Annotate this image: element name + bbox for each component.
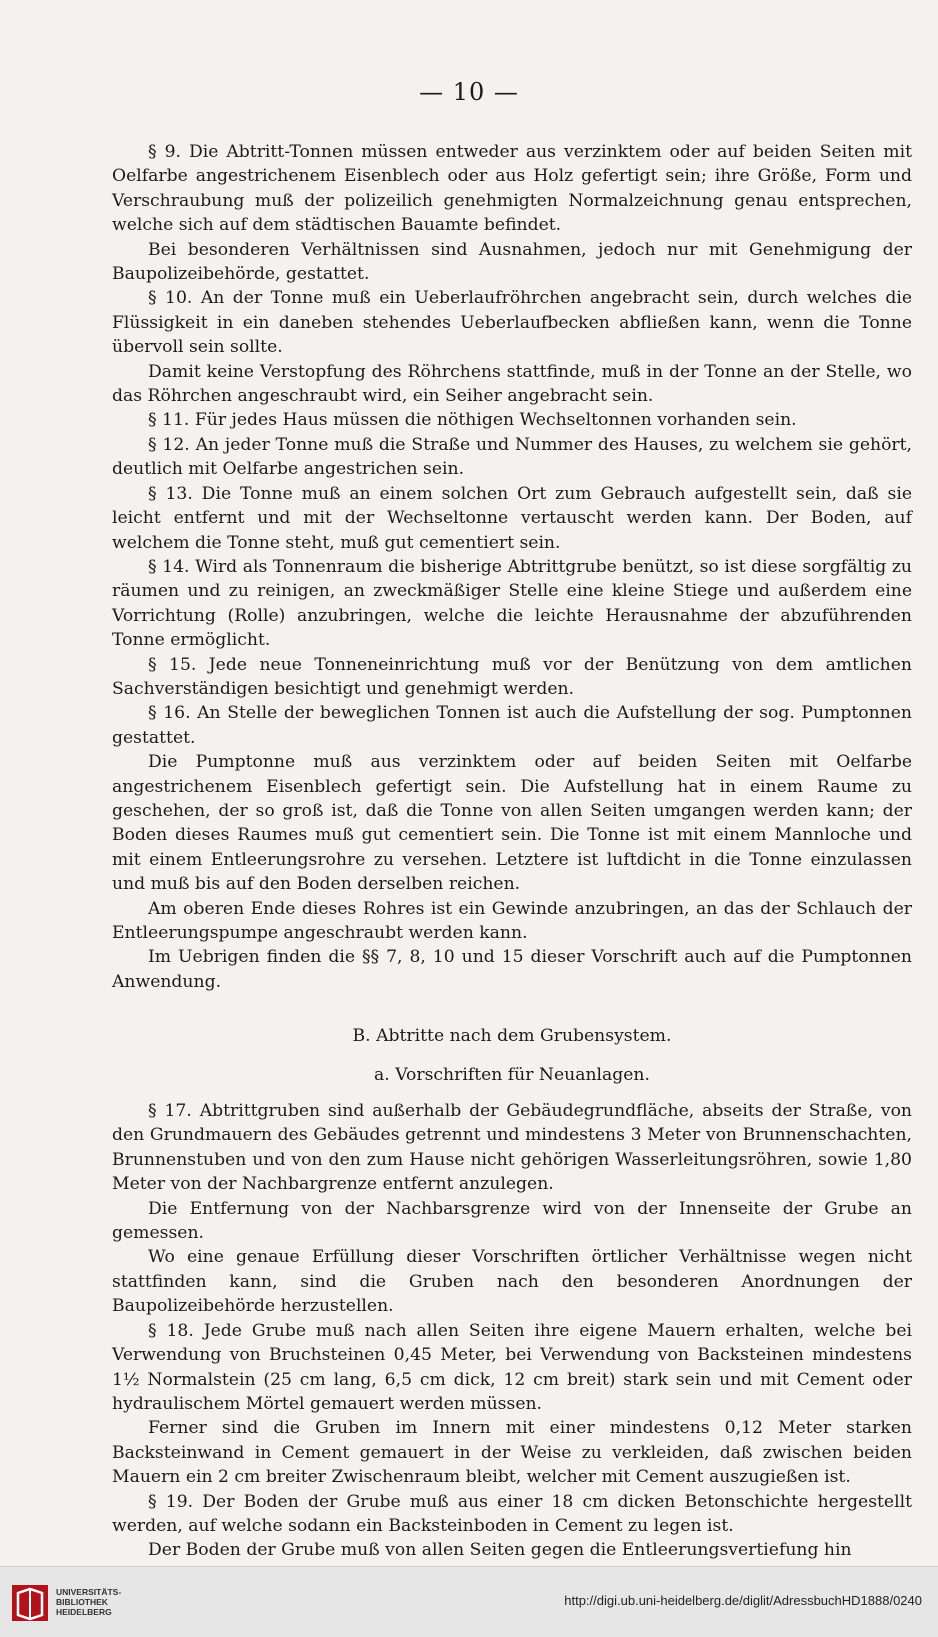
paragraph: Bei besonderen Verhältnissen sind Ausnahmen, jedoch nur mit Genehmigung der Baupolizeibehörde, gestattet. (112, 239, 912, 285)
logo-line: BIBLIOTHEK (56, 1597, 108, 1607)
library-logo-text (56, 1587, 121, 1617)
page-number: — 10 — (419, 78, 519, 106)
source-url[interactable]: http://digi.ub.uni-heidelberg.de/diglit/AdressbuchHD1888/0240 (564, 1593, 922, 1608)
paragraph: Die Pumptonne muß aus verzinktem oder auf beiden Seiten mit Oelfarbe angestrichenem Eisenblech gefertigt sein. Die Aufstellung hat in einem Raume zu geschehen, der so groß ist, daß die Tonne von allen Seiten umgangen werden kann; der Boden dieses Raumes muß gut cementiert sein. Die Tonne ist mit einem Mannloche und mit einem Entleerungsrohre zu versehen. Letztere ist luftdicht in die Tonne einzulassen und muß bis auf den Boden derselben reichen. (112, 752, 912, 895)
library-logo[interactable] (10, 1579, 120, 1627)
paragraph: § 17. Abtrittgruben sind außerhalb der Gebäudegrundfläche, abseits der Straße, von den Grundmauern des Gebäudes getrennt und mindestens 3 Meter von Brunnenschachten, Brunnenstuben und von den zum Hause nicht gehörigen Wasserleitungsröhren, sowie 1,80 Meter von der Nachbargrenze entfernt anzulegen. (112, 1101, 912, 1195)
paragraph: Damit keine Verstopfung des Röhrchens stattfinde, muß in der Tonne an der Stelle, wo das Röhrchen angeschraubt wird, ein Seiher angebracht sein. (112, 361, 912, 407)
paragraph: § 11. Für jedes Haus müssen die nöthigen Wechseltonnen vorhanden sein. (148, 410, 797, 431)
paragraph: § 18. Jede Grube muß nach allen Seiten ihre eigene Mauern erhalten, welche bei Verwendung von Bruchsteinen 0,45 Meter, bei Verwendung von Backsteinen mindestens 1½ Normalstein (25 cm lang, 6,5 cm dick, 12 cm breit) stark sein und mit Cement oder hydraulischem Mörtel gemauert werden müssen. (112, 1320, 912, 1414)
paragraph: Im Uebrigen finden die §§ 7, 8, 10 und 15 dieser Vorschrift auch auf die Pumptonnen Anwendung. (112, 947, 912, 992)
logo-line: HEIDELBERG (56, 1607, 112, 1617)
paragraph: § 14. Wird als Tonnenraum die bisherige Abtrittgrube benützt, so ist diese sorgfältig zu räumen und zu reinigen, an zweckmäßiger Stelle eine kleine Stiege und außerdem eine Vorrichtung (Rolle) anzubringen, welche die leichte Herausnahme der abzuführenden Tonne ermöglicht. (112, 556, 912, 651)
paragraph: Wo eine genaue Erfüllung dieser Vorschriften örtlicher Verhältnisse wegen nicht stattfinden kann, sind die Gruben nach den besonderen Anordnungen der Baupolizeibehörde herzustellen. (112, 1247, 912, 1317)
section-subheading: a. Vorschriften für Neuanlagen. (374, 1064, 650, 1085)
text-body (112, 140, 912, 1563)
paragraph: Am oberen Ende dieses Rohres ist ein Gewinde anzubringen, an das der Schlauch der Entleerungspumpe angeschraubt werden kann. (112, 898, 912, 943)
paragraph: Ferner sind die Gruben im Innern mit einer mindestens 0,12 Meter starken Backsteinwand in Cement gemauert in der Weise zu verkleiden, daß zwischen beiden Mauern ein 2 cm breiter Zwischenraum bleibt, welcher mit Cement auszugießen ist. (112, 1418, 912, 1488)
viewer-footer (0, 1566, 938, 1637)
library-logo-icon (10, 1581, 50, 1625)
paragraph: § 15. Jede neue Tonneneinrichtung muß vor der Benützung von dem amtlichen Sachverständigen besichtigt und genehmigt werden. (112, 654, 912, 699)
paragraph: § 13. Die Tonne muß an einem solchen Ort zum Gebrauch aufgestellt sein, daß sie leicht entfernt und mit der Wechseltonne vertauscht werden kann. Der Boden, auf welchem die Tonne steht, muß gut cementiert sein. (112, 483, 912, 553)
section-heading: B. Abtritte nach dem Grubensystem. (352, 1026, 672, 1047)
paragraph: Die Entfernung von der Nachbarsgrenze wird von der Innenseite der Grube an gemessen. (112, 1198, 912, 1244)
paragraph: § 9. Die Abtritt-Tonnen müssen entweder aus verzinktem oder auf beiden Seiten mit Oelfarbe angestrichenem Eisenblech oder aus Holz gefertigt sein; ihre Größe, Form und Verschraubung muß der polizeilich genehmigten Normalzeichnung genau entsprechen, welche sich auf dem städtischen Bauamte befindet. (112, 142, 912, 236)
paragraph: § 19. Der Boden der Grube muß aus einer 18 cm dicken Betonschichte hergestellt werden, auf welche sodann ein Backsteinboden in Cement zu legen ist. (112, 1491, 912, 1536)
paragraph: § 10. An der Tonne muß ein Ueberlaufröhrchen angebracht sein, durch welches die Flüssigkeit in ein daneben stehendes Ueberlaufbecken abfließen kann, wenn die Tonne übervoll sein sollte. (112, 288, 912, 358)
logo-line: UNIVERSITÄTS- (56, 1587, 122, 1597)
paragraph: § 16. An Stelle der beweglichen Tonnen ist auch die Aufstellung der sog. Pumptonnen gestattet. (112, 703, 912, 748)
paragraph: § 12. An jeder Tonne muß die Straße und Nummer des Hauses, zu welchem sie gehört, deutlich mit Oelfarbe angestrichen sein. (112, 434, 912, 480)
paragraph: Der Boden der Grube muß von allen Seiten gegen die Entleerungsvertiefung hin (148, 1540, 852, 1561)
